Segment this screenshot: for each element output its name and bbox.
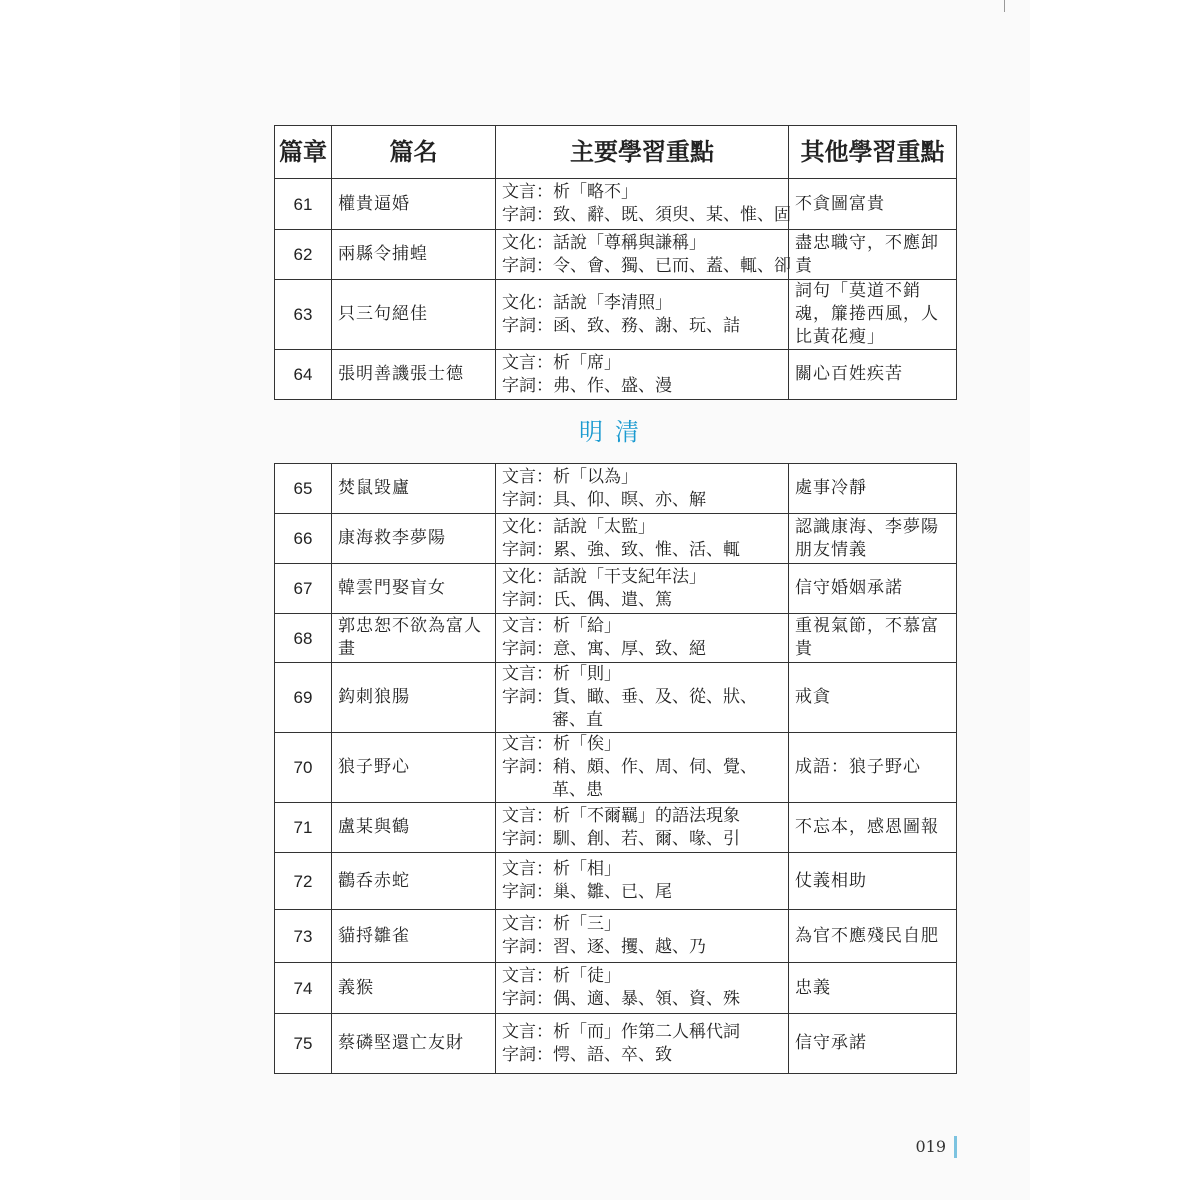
lesson-main-points [496,1014,789,1074]
main-point-line: 文化：話說「尊稱與謙稱」 [502,232,706,253]
lesson-number: 62 [275,230,332,280]
table-row [275,910,957,963]
lesson-title: 焚鼠毀廬 [332,464,496,514]
lesson-number: 67 [275,564,332,614]
table-row [275,803,957,853]
main-point-line: 文言：析「俟」 [502,734,621,754]
table-row [275,514,957,564]
lesson-number: 66 [275,514,332,564]
main-point-line: 字詞：貨、瞰、垂、及、從、狀、 [502,687,757,707]
main-point-line: 文言：析「而」作第二人稱代詞 [502,1021,740,1042]
lesson-other-points: 信守承諾 [789,1014,957,1074]
main-point-line: 字詞：致、辭、既、須臾、某、惟、固 [502,205,791,225]
lesson-title: 蔡磷堅還亡友財 [332,1014,496,1074]
lessons-table-ming-qing [274,463,957,1074]
lesson-title: 鈎刺狼腸 [332,663,496,733]
table-row [275,663,957,733]
lesson-title: 康海救李夢陽 [332,514,496,564]
header-other-points: 其他學習重點 [789,126,957,179]
main-point-line: 文言：析「三」 [502,914,621,934]
lessons-table-song-yuan [274,125,957,400]
table-row [275,564,957,614]
lesson-other-points: 不貪圖富貴 [789,179,957,230]
lesson-title: 張明善譏張士德 [332,350,496,400]
main-point-line: 文言：析「以為」 [502,466,638,487]
lesson-main-points [496,733,789,803]
lesson-number: 68 [275,614,332,663]
main-point-line: 字詞：意、寓、厚、致、絕 [502,639,706,659]
lesson-title: 貓捋雛雀 [332,910,496,963]
table-row [275,1014,957,1074]
lesson-main-points [496,564,789,614]
header-main-points: 主要學習重點 [496,126,789,179]
lesson-number: 69 [275,663,332,733]
table-row [275,350,957,400]
lesson-other-points: 認識康海、李夢陽朋友情義 [789,514,957,564]
lesson-number: 65 [275,464,332,514]
lesson-number: 70 [275,733,332,803]
lesson-other-points: 關心百姓疾苦 [789,350,957,400]
main-point-line: 字詞：巢、雛、已、尾 [502,882,672,902]
lesson-main-points [496,663,789,733]
lesson-main-points [496,614,789,663]
lesson-main-points [496,963,789,1014]
table-header-row [275,126,957,179]
lesson-title: 義猴 [332,963,496,1014]
lesson-title: 狼子野心 [332,733,496,803]
main-point-line: 字詞：習、逐、攫、越、乃 [502,937,706,957]
lesson-other-points: 重視氣節，不慕富貴 [789,614,957,663]
main-point-line: 字詞：累、強、致、惟、活、輒 [502,539,740,560]
page-corner-mark [1004,0,1005,12]
table-row [275,853,957,910]
lesson-main-points [496,910,789,963]
lesson-number: 74 [275,963,332,1014]
table-row [275,464,957,514]
header-chapter: 篇章 [275,126,332,179]
main-point-line: 文言：析「給」 [502,616,621,636]
lesson-other-points: 信守婚姻承諾 [789,564,957,614]
lesson-other-points: 成語：狼子野心 [789,733,957,803]
lesson-other-points: 戒貪 [789,663,957,733]
main-point-line: 文言：析「席」 [502,352,621,373]
lesson-number: 61 [275,179,332,230]
table-row [275,963,957,1014]
lesson-other-points: 仗義相助 [789,853,957,910]
main-point-line: 字詞：稍、頗、作、周、伺、覺、 [502,757,757,777]
lesson-main-points [496,179,789,230]
lesson-main-points [496,853,789,910]
lesson-number: 63 [275,280,332,350]
page-number-bar [954,1136,957,1158]
lesson-title: 鸛呑赤蛇 [332,853,496,910]
lesson-other-points: 詞句「莫道不銷魂，簾捲西風，人比黃花瘦」 [789,280,957,350]
lesson-other-points: 不忘本，感恩圖報 [789,803,957,853]
lesson-number: 71 [275,803,332,853]
main-point-line: 文化：話說「太監」 [502,516,655,537]
lesson-title: 盧某與鶴 [332,803,496,853]
main-point-line: 字詞：函、致、務、謝、玩、詰 [502,315,740,336]
lesson-title: 郭忠恕不欲為富人畫 [332,614,496,663]
main-point-line: 字詞：愕、語、卒、致 [502,1044,672,1065]
lesson-title: 權貴逼婚 [332,179,496,230]
main-point-line: 字詞：弗、作、盛、漫 [502,375,672,396]
section-title-ming-qing: 明清 [579,418,651,446]
lesson-title: 兩縣令捕蝗 [332,230,496,280]
table-row [275,179,957,230]
main-point-line: 字詞：具、仰、暝、亦、解 [502,489,706,510]
table-row [275,280,957,350]
main-point-line: 字詞：令、會、獨、已而、蓋、輒、卻 [502,255,791,276]
main-point-line: 審、直 [552,710,603,730]
lesson-title: 韓雲門娶盲女 [332,564,496,614]
lesson-main-points [496,280,789,350]
main-point-line: 文言：析「則」 [502,664,621,684]
main-point-line: 文化：話說「干支紀年法」 [502,566,706,587]
lesson-main-points [496,803,789,853]
main-point-line: 文言：析「徒」 [502,966,621,986]
main-point-line: 文化：話說「李清照」 [502,292,672,313]
lesson-number: 75 [275,1014,332,1074]
main-point-line: 文言：析「不爾羈」的語法現象 [502,805,740,826]
lesson-other-points: 盡忠職守，不應卸責 [789,230,957,280]
lesson-number: 64 [275,350,332,400]
lesson-main-points [496,230,789,280]
lesson-other-points: 忠義 [789,963,957,1014]
page-number: 019 [915,1137,946,1156]
main-point-line: 字詞：馴、創、若、爾、喙、引 [502,828,740,849]
lesson-title: 只三句絕佳 [332,280,496,350]
lesson-number: 73 [275,910,332,963]
lesson-other-points: 為官不應殘民自肥 [789,910,957,963]
table-row [275,614,957,663]
lesson-other-points: 處事冷靜 [789,464,957,514]
main-point-line: 文言：析「略不」 [502,182,638,202]
lesson-main-points [496,514,789,564]
lesson-number: 72 [275,853,332,910]
lesson-main-points [496,464,789,514]
main-point-line: 文言：析「相」 [502,859,621,879]
header-title: 篇名 [332,126,496,179]
main-point-line: 革、患 [552,780,603,800]
main-point-line: 字詞：偶、適、暴、領、資、殊 [502,989,740,1009]
table-row [275,733,957,803]
lesson-main-points [496,350,789,400]
table-row [275,230,957,280]
main-point-line: 字詞：氏、偶、遣、篤 [502,589,672,610]
